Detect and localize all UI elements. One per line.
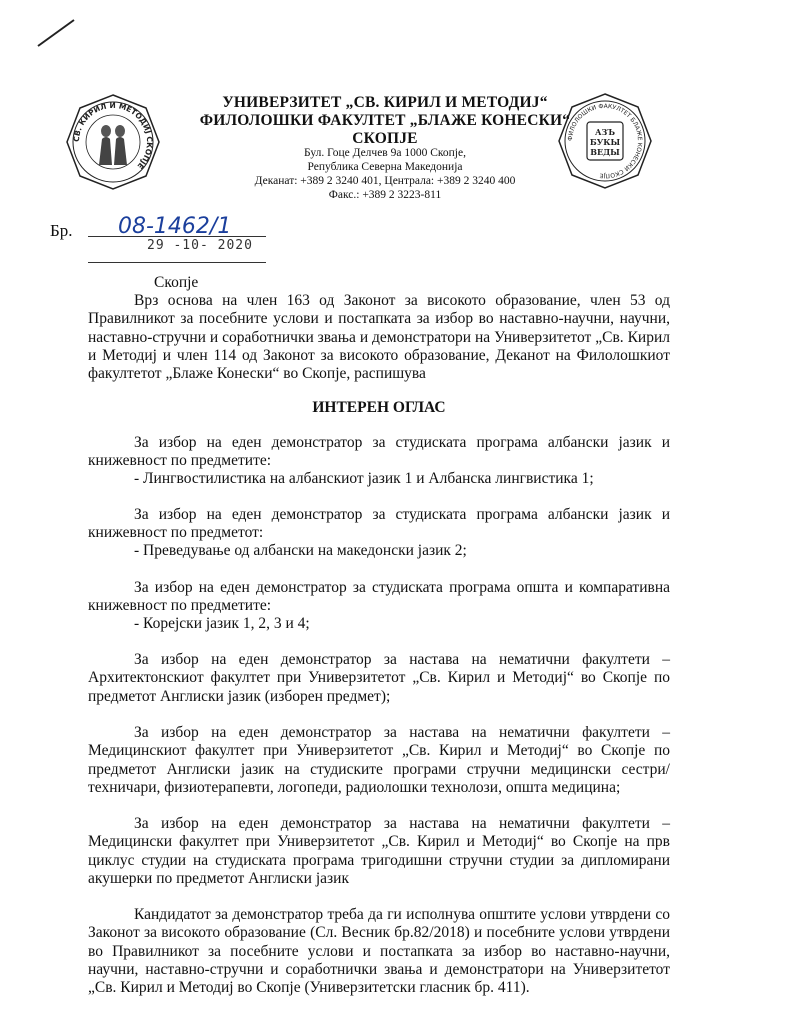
country-line: Република Северна Македонија xyxy=(307,161,463,173)
reference-underline xyxy=(88,236,266,237)
svg-text:ВЕДЫ: ВЕДЫ xyxy=(590,147,620,157)
fax-line: Факс.: +389 2 3223-811 xyxy=(328,189,442,201)
position-1-text: За избор на еден демонстратор за студиската програма албански јазик и книжевност по предметите: xyxy=(88,434,670,470)
position-3-text: За избор на еден демонстратор за студиската програма општа и компаративна книжевност по предметите: xyxy=(88,579,670,615)
phones-line: Деканат: +389 2 3240 401, Централа: +389 2 3240 400 xyxy=(254,175,516,187)
date-underline xyxy=(88,262,266,263)
announcement-title: ИНТЕРЕН ОГЛАС xyxy=(312,399,446,416)
city-line: Скопје xyxy=(154,274,199,291)
svg-text:ФИЛОЛОШКИ ФАКУЛТЕТ БЛАЖЕ КОНЕС: ФИЛОЛОШКИ ФАКУЛТЕТ БЛАЖЕ КОНЕСКИ СКОПЈЕ xyxy=(566,102,644,180)
address-line: Бул. Гоце Делчев 9а 1000 Скопје, xyxy=(304,147,466,159)
conditions-paragraph: Кандидатот за демонстратор треба да ги исполнува општите услови утврдени со Законот за високото образование (Сл. Весник бр.82/2018) и посебните услови утврдени во Правилникот за посебните услови и постапката за избор во наставно-научни, научни, наставно-стручни и соработнички звања и демонстратори на Универзитетот „Св. Кирил и Методиј во Скопје (Универзитетски гласник бр. 411). xyxy=(88,906,670,997)
city-name: СКОПЈЕ xyxy=(352,130,418,147)
reference-label: Бр. xyxy=(50,221,73,240)
svg-text:СВ. КИРИЛ И МЕТОДИЈ СКОПЈЕ: СВ. КИРИЛ И МЕТОДИЈ СКОПЈЕ xyxy=(71,100,155,171)
position-2-text: За избор на еден демонстратор за студиската програма албански јазик и книжевност по предметот: xyxy=(88,506,670,542)
pen-stroke-mark xyxy=(36,18,76,48)
svg-text:БУКЫ: БУКЫ xyxy=(589,137,621,147)
position-2-subject: - Преведување од албански на македонски јазик 2; xyxy=(134,542,467,559)
position-1-subject: - Лингвостилистика на албанскиот јазик 1 и Албанска лингвистика 1; xyxy=(134,470,594,487)
position-3-subject: - Корејски јазик 1, 2, 3 и 4; xyxy=(134,615,310,632)
reference-number: 08-1462/1 xyxy=(118,214,232,239)
svg-text:АЗЪ: АЗЪ xyxy=(595,127,615,137)
faculty-name: ФИЛОЛОШКИ ФАКУЛТЕТ „БЛАЖЕ КОНЕСКИ“ xyxy=(199,112,571,129)
university-name: УНИВЕРЗИТЕТ „СВ. КИРИЛ И МЕТОДИЈ“ xyxy=(222,94,548,111)
intro-paragraph: Врз основа на член 163 од Законот за високото образование, член 53 од Правилникот за посебните услови и постапката за избор во наставно-научни, научни, наставно-стручни и соработнички звања и демонстратори на Универзитетот „Св. Кирил и Методиј и член 114 од Законот за високото образование, Деканот на Филолошкиот факултетот „Блаже Конески“ во Скопје, распишува xyxy=(88,292,670,383)
position-6-text: За избор на еден демонстратор за настава на нематични факултети – Медицински факултет при Универзитетот „Св. Кирил и Методиј“ во Скопје на прв циклус студии на студиската програма тригодишни стручни студии за дипломирани акушерки по предметот Англиски јазик xyxy=(88,815,670,887)
position-5-text: За избор на еден демонстратор за настава на нематични факултети – Медицинскиот факултет при Универзитетот „Св. Кирил и Методиј“ во Скопје по предметот Англиски јазик на студиските програми стручни медицински сестри/техничари, физиотерапевти, логопеди, радиолошки технолози, општа медицина; xyxy=(88,724,670,796)
university-seal xyxy=(64,93,162,191)
position-4-text: За избор на еден демонстратор за настава на нематични факултети – Архитектонскиот факултет при Универзитетот „Св. Кирил и Методиј“ во Скопје по предметот Англиски јазик (изборен предмет); xyxy=(88,651,670,705)
university-seal-icon xyxy=(64,93,162,191)
reference-date: 29 -10- 2020 xyxy=(147,238,253,253)
